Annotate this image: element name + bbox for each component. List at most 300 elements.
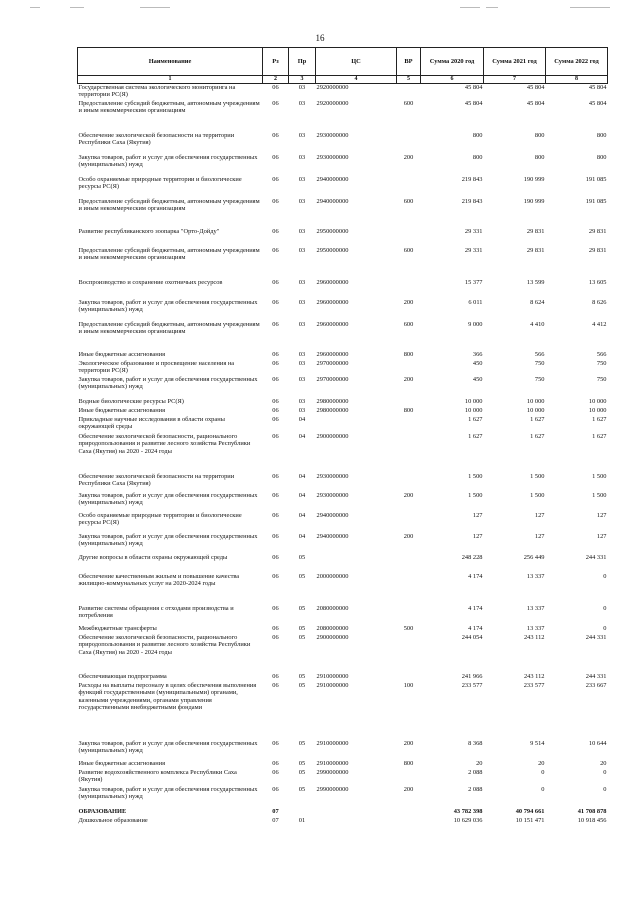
row-cs: 2990000000 [316, 786, 349, 793]
row-rz: 06 [272, 360, 279, 367]
row-sum-2020: 45 804 [464, 84, 483, 91]
row-name: Дошкольное образование [78, 817, 148, 824]
row-rz: 06 [272, 433, 279, 440]
row-cs: 2930000000 [316, 154, 349, 161]
row-sum-2022: 191 085 [585, 198, 607, 205]
row-sum-2022: 1 500 [592, 473, 607, 480]
row-sum-2021: 750 [534, 376, 545, 383]
table-row [78, 132, 608, 154]
row-cs: 2080000000 [316, 605, 349, 612]
row-sum-2022: 244 331 [585, 554, 607, 561]
row-sum-2021: 233 577 [523, 682, 545, 689]
table-row [78, 198, 608, 228]
table-row [78, 100, 608, 132]
row-pr: 03 [298, 132, 306, 139]
budget-table [77, 47, 608, 826]
row-rz: 06 [272, 512, 279, 519]
row-sum-2021: 29 831 [526, 228, 545, 235]
table-row [78, 533, 608, 554]
row-pr: 03 [298, 100, 306, 107]
row-sum-2021: 750 [534, 360, 545, 367]
row-vr [397, 433, 421, 473]
row-sum-2020: 43 782 398 [453, 808, 483, 815]
row-cs: 2930000000 [316, 473, 349, 480]
row-vr: 600 [403, 100, 414, 107]
row-sum-2020: 8 368 [468, 740, 483, 747]
row-sum-2020: 219 843 [461, 176, 483, 183]
row-cs [316, 416, 397, 433]
row-pr: 05 [298, 682, 306, 689]
row-rz: 07 [272, 817, 279, 824]
header-sum-2021: Сумма 2021 год [484, 48, 546, 76]
row-pr: 05 [298, 760, 306, 767]
row-pr: 04 [298, 473, 306, 480]
row-rz: 06 [272, 760, 279, 767]
table-row [78, 492, 608, 512]
row-vr [397, 360, 421, 376]
column-number: 4 [316, 76, 397, 84]
row-vr [397, 817, 421, 826]
row-sum-2021: 1 500 [530, 492, 545, 499]
row-cs: 2910000000 [316, 740, 349, 747]
column-number: 1 [78, 76, 263, 84]
row-rz: 06 [272, 84, 279, 91]
row-sum-2020: 10 000 [464, 398, 483, 405]
column-number: 6 [421, 76, 484, 84]
row-vr: 200 [403, 154, 414, 161]
row-sum-2021: 13 337 [526, 625, 545, 632]
row-pr: 03 [298, 321, 306, 328]
row-name: Прикладные научные исследования в области охраны окружающей среды [78, 416, 225, 431]
row-cs: 2950000000 [316, 247, 349, 254]
row-cs: 2920000000 [316, 100, 349, 107]
row-pr: 03 [298, 376, 306, 383]
row-sum-2021: 243 112 [523, 634, 545, 641]
row-rz: 06 [272, 299, 279, 306]
row-pr: 01 [298, 817, 306, 824]
header-rz: Рз [263, 48, 289, 76]
row-pr: 03 [298, 176, 306, 183]
row-sum-2020: 127 [472, 512, 483, 519]
row-vr: 200 [403, 492, 414, 499]
row-rz: 06 [272, 533, 279, 540]
row-name: Предоставление субсидий бюджетным, автономным учреждениям и иным некоммерческим организациям [78, 198, 260, 213]
table-row [78, 416, 608, 433]
row-sum-2020: 20 [476, 760, 483, 767]
row-pr: 05 [298, 605, 306, 612]
row-name: Иные бюджетные ассигнования [78, 760, 166, 767]
table-row [78, 433, 608, 473]
row-vr [397, 132, 421, 154]
row-sum-2020: 4 174 [468, 625, 483, 632]
row-sum-2021: 256 449 [523, 554, 545, 561]
row-sum-2021: 10 000 [526, 398, 545, 405]
row-sum-2021: 190 999 [523, 198, 545, 205]
row-cs: 2990000000 [316, 769, 349, 776]
table-row [78, 573, 608, 605]
row-sum-2021: 190 999 [523, 176, 545, 183]
row-rz: 06 [272, 351, 279, 358]
row-cs [316, 554, 397, 573]
row-vr: 200 [403, 740, 414, 747]
table-row [78, 351, 608, 360]
row-pr: 05 [298, 554, 306, 561]
column-number: 7 [484, 76, 546, 84]
table-row [78, 360, 608, 376]
row-cs: 2940000000 [316, 533, 349, 540]
row-name: Обеспечение экологической безопасности на территории Республики Саха (Якутия) [78, 473, 235, 488]
table-row [78, 473, 608, 492]
row-sum-2020: 2 088 [468, 769, 483, 776]
row-sum-2021: 10 151 471 [515, 817, 545, 824]
row-rz: 06 [272, 473, 279, 480]
row-sum-2022: 8 626 [592, 299, 607, 306]
row-name: Предоставление субсидий бюджетным, автономным учреждениям и иным некоммерческим организациям [78, 321, 260, 336]
row-sum-2021: 243 112 [523, 673, 545, 680]
row-cs: 2980000000 [316, 407, 349, 414]
row-sum-2022: 10 000 [588, 407, 607, 414]
row-cs: 2970000000 [316, 376, 349, 383]
row-name: Обеспечение экологической безопасности, рационального природопользования и развитие лесного хозяйства Республики Саха (Якутия) на 2020 - 2024 годы [78, 433, 251, 455]
row-pr: 04 [298, 433, 306, 440]
row-cs: 2940000000 [316, 176, 349, 183]
row-cs: 2910000000 [316, 760, 349, 767]
row-cs: 2960000000 [316, 299, 349, 306]
column-number: 5 [397, 76, 421, 84]
row-pr: 04 [298, 416, 306, 423]
row-sum-2020: 6 011 [468, 299, 483, 306]
row-cs: 2910000000 [316, 673, 349, 680]
row-sum-2022: 800 [596, 154, 607, 161]
row-sum-2022: 45 804 [588, 84, 607, 91]
row-sum-2021: 13 337 [526, 573, 545, 580]
row-vr [397, 634, 421, 673]
row-rz: 06 [272, 198, 279, 205]
row-vr [397, 228, 421, 247]
row-sum-2020: 244 054 [461, 634, 483, 641]
row-pr: 05 [298, 573, 306, 580]
table-row [78, 376, 608, 398]
table-row [78, 247, 608, 279]
header-pr: Пр [289, 48, 316, 76]
row-name: Обеспечение экологической безопасности на территории Республики Саха (Якутия) [78, 132, 235, 147]
header-cs: ЦС [316, 48, 397, 76]
row-cs: 2000000000 [316, 573, 349, 580]
column-number: 2 [263, 76, 289, 84]
column-number: 8 [546, 76, 608, 84]
row-vr: 500 [403, 625, 414, 632]
row-sum-2022: 29 831 [588, 228, 607, 235]
table-row [78, 398, 608, 407]
row-vr [397, 673, 421, 682]
row-sum-2022: 13 605 [588, 279, 607, 286]
row-sum-2022: 10 644 [588, 740, 607, 747]
row-sum-2020: 29 331 [464, 228, 483, 235]
row-rz: 06 [272, 132, 279, 139]
row-sum-2022: 10 000 [588, 398, 607, 405]
table-row [78, 760, 608, 769]
row-sum-2020: 45 804 [464, 100, 483, 107]
row-cs: 2910000000 [316, 682, 349, 689]
row-name: Обеспечение экологической безопасности, рационального природопользования и развитие лесного хозяйства Республики Саха (Якутия) на 2020 - 2024 годы [78, 634, 251, 656]
row-name: Государственная система экологического мониторинга на территории РС(Я) [78, 84, 236, 99]
row-sum-2020: 1 500 [468, 473, 483, 480]
scan-top-edge [30, 7, 610, 8]
row-sum-2022: 45 804 [588, 100, 607, 107]
row-sum-2022: 0 [603, 573, 607, 580]
row-name: Экологическое образование и просвещение населения на территории РС(Я) [78, 360, 235, 375]
row-name: Иные бюджетные ассигнования [78, 351, 166, 358]
row-vr: 600 [403, 198, 414, 205]
row-sum-2021: 20 [538, 760, 545, 767]
row-name: Особо охраняемые природные территории и биологические ресурсы РС(Я) [78, 176, 242, 191]
row-rz: 06 [272, 398, 279, 405]
row-rz: 06 [272, 573, 279, 580]
row-sum-2022: 566 [596, 351, 607, 358]
row-pr: 05 [298, 625, 306, 632]
row-cs: 2930000000 [316, 492, 349, 499]
table-row [78, 817, 608, 826]
table-row [78, 512, 608, 533]
row-sum-2021: 4 410 [530, 321, 545, 328]
row-rz: 06 [272, 407, 279, 414]
table-row [78, 625, 608, 634]
table-row [78, 769, 608, 786]
row-sum-2020: 450 [472, 360, 483, 367]
row-vr: 200 [403, 533, 414, 540]
row-sum-2022: 0 [603, 769, 607, 776]
header-name: Наименование [78, 48, 263, 76]
row-sum-2022: 1 627 [592, 416, 607, 423]
column-number-row [78, 76, 608, 84]
row-sum-2020: 366 [472, 351, 483, 358]
row-sum-2021: 800 [534, 154, 545, 161]
row-rz: 06 [272, 279, 279, 286]
row-sum-2021: 45 804 [526, 100, 545, 107]
row-name: Закупка товаров, работ и услуг для обеспечения государственных (муниципальных) нужд [78, 533, 258, 548]
row-sum-2020: 233 577 [461, 682, 483, 689]
header-sum-2022: Сумма 2022 год [546, 48, 608, 76]
row-vr [397, 473, 421, 492]
row-sum-2022: 244 331 [585, 634, 607, 641]
header-sum-2020: Сумма 2020 год [421, 48, 484, 76]
row-rz: 06 [272, 176, 279, 183]
row-name: Иные бюджетные ассигнования [78, 407, 166, 414]
row-vr: 200 [403, 299, 414, 306]
row-sum-2022: 750 [596, 360, 607, 367]
row-name: Закупка товаров, работ и услуг для обеспечения государственных (муниципальных) нужд [78, 299, 258, 314]
row-pr: 04 [298, 512, 306, 519]
row-pr: 04 [298, 533, 306, 540]
row-name: Водные биологические ресурсы РС(Я) [78, 398, 184, 405]
row-cs: 2960000000 [316, 351, 349, 358]
row-sum-2020: 15 377 [464, 279, 483, 286]
row-vr [397, 808, 421, 817]
row-name: Обеспечивающая подпрограмма [78, 673, 167, 680]
row-rz: 06 [272, 154, 279, 161]
row-vr [397, 176, 421, 198]
row-rz: 06 [272, 376, 279, 383]
row-sum-2022: 127 [596, 512, 607, 519]
table-row [78, 84, 608, 101]
row-rz: 06 [272, 634, 279, 641]
row-sum-2020: 219 843 [461, 198, 483, 205]
row-cs [316, 808, 397, 817]
table-row [78, 808, 608, 817]
row-pr: 04 [298, 492, 306, 499]
table-body [78, 84, 608, 827]
row-sum-2022: 4 412 [592, 321, 607, 328]
row-name: Расходы на выплаты персоналу в целях обеспечения выполнения функций государственными (муниципальными) органами, казенными учреждениями, органами управления государственными внебюджетными фондами [78, 682, 257, 712]
row-name: Закупка товаров, работ и услуг для обеспечения государственных (муниципальных) нужд [78, 154, 258, 169]
row-sum-2022: 1 500 [592, 492, 607, 499]
row-pr: 05 [298, 673, 306, 680]
table-row [78, 299, 608, 321]
row-sum-2022: 10 918 456 [577, 817, 607, 824]
row-sum-2021: 1 500 [530, 473, 545, 480]
row-sum-2021: 13 599 [526, 279, 545, 286]
row-rz: 06 [272, 492, 279, 499]
row-sum-2021: 0 [541, 769, 545, 776]
row-sum-2022: 750 [596, 376, 607, 383]
row-vr: 200 [403, 786, 414, 793]
row-rz: 06 [272, 786, 279, 793]
row-vr [397, 573, 421, 605]
row-sum-2022: 1 627 [592, 433, 607, 440]
row-sum-2022: 244 331 [585, 673, 607, 680]
row-cs: 2950000000 [316, 228, 349, 235]
table-row [78, 740, 608, 760]
row-sum-2021: 566 [534, 351, 545, 358]
row-vr [397, 769, 421, 786]
row-name: Закупка товаров, работ и услуг для обеспечения государственных (муниципальных) нужд [78, 740, 258, 755]
row-rz: 06 [272, 321, 279, 328]
row-sum-2020: 2 088 [468, 786, 483, 793]
row-cs: 2900000000 [316, 634, 349, 641]
row-rz: 06 [272, 228, 279, 235]
row-sum-2020: 127 [472, 533, 483, 540]
row-rz: 06 [272, 769, 279, 776]
page-number: 16 [315, 33, 325, 43]
row-vr [397, 398, 421, 407]
row-cs: 2960000000 [316, 279, 349, 286]
row-pr: 05 [298, 786, 306, 793]
row-cs: 2970000000 [316, 360, 349, 367]
row-name: Обеспечение качественным жильем и повышение качества жилищно-коммунальных услуг на 2020-2024 годы [78, 573, 240, 588]
row-pr: 05 [298, 769, 306, 776]
row-vr: 600 [403, 247, 414, 254]
row-sum-2022: 0 [603, 625, 607, 632]
row-name: Закупка товаров, работ и услуг для обеспечения государственных (муниципальных) нужд [78, 786, 258, 801]
table-row [78, 228, 608, 247]
row-name: Развитие республиканского зоопарка "Орто-Дойду" [78, 228, 220, 235]
column-number: 3 [289, 76, 316, 84]
row-rz: 06 [272, 416, 279, 423]
table-row [78, 634, 608, 673]
row-sum-2020: 241 966 [461, 673, 483, 680]
row-sum-2020: 1 627 [468, 433, 483, 440]
row-sum-2021: 40 794 661 [515, 808, 545, 815]
row-sum-2020: 450 [472, 376, 483, 383]
row-sum-2020: 1 500 [468, 492, 483, 499]
row-cs: 2980000000 [316, 398, 349, 405]
row-pr: 05 [298, 740, 306, 747]
table-row [78, 786, 608, 808]
row-pr: 03 [298, 154, 306, 161]
row-name: Особо охраняемые природные территории и биологические ресурсы РС(Я) [78, 512, 242, 527]
row-sum-2020: 9 000 [468, 321, 483, 328]
row-name: Развитие системы обращения с отходами производства и потребления [78, 605, 234, 620]
row-rz: 06 [272, 682, 279, 689]
row-name: Другие вопросы в области охраны окружающей среды [78, 554, 228, 561]
row-sum-2021: 13 337 [526, 605, 545, 612]
row-pr: 03 [298, 407, 306, 414]
row-vr [397, 512, 421, 533]
row-cs: 2920000000 [316, 84, 349, 91]
row-sum-2022: 0 [603, 786, 607, 793]
row-rz: 06 [272, 625, 279, 632]
table-row [78, 605, 608, 625]
table-row [78, 407, 608, 416]
table-row [78, 673, 608, 682]
header-vr: ВР [397, 48, 421, 76]
row-sum-2021: 1 627 [530, 433, 545, 440]
row-vr: 800 [403, 760, 414, 767]
row-rz: 06 [272, 554, 279, 561]
row-vr [397, 605, 421, 625]
row-sum-2020: 4 174 [468, 605, 483, 612]
row-vr: 800 [403, 407, 414, 414]
row-cs: 2930000000 [316, 132, 349, 139]
row-sum-2020: 4 174 [468, 573, 483, 580]
row-vr: 100 [403, 682, 414, 689]
row-sum-2022: 800 [596, 132, 607, 139]
row-sum-2021: 127 [534, 533, 545, 540]
row-rz: 07 [272, 808, 279, 815]
row-name: Развитие водохозяйственного комплекса Республики Саха (Якутия) [78, 769, 237, 784]
row-pr: 03 [298, 351, 306, 358]
row-vr: 200 [403, 376, 414, 383]
row-sum-2022: 29 831 [588, 247, 607, 254]
row-sum-2022: 127 [596, 533, 607, 540]
row-sum-2021: 45 804 [526, 84, 545, 91]
row-name: Воспроизводство и сохранение охотничьих ресурсов [78, 279, 223, 286]
row-rz: 06 [272, 247, 279, 254]
row-cs: 2940000000 [316, 198, 349, 205]
row-cs: 2960000000 [316, 321, 349, 328]
row-pr: 03 [298, 247, 306, 254]
row-sum-2021: 29 831 [526, 247, 545, 254]
row-name: ОБРАЗОВАНИЕ [78, 808, 127, 815]
row-sum-2022: 41 708 878 [577, 808, 607, 815]
row-pr [289, 808, 316, 817]
row-pr: 03 [298, 84, 306, 91]
row-cs: 2900000000 [316, 433, 349, 440]
table-row [78, 176, 608, 198]
row-sum-2020: 800 [472, 154, 483, 161]
table-header-row [78, 48, 608, 76]
table-row [78, 321, 608, 351]
row-rz: 06 [272, 740, 279, 747]
row-pr: 03 [298, 299, 306, 306]
row-sum-2021: 10 000 [526, 407, 545, 414]
row-cs: 2940000000 [316, 512, 349, 519]
row-name: Межбюджетные трансферты [78, 625, 157, 632]
row-pr: 03 [298, 360, 306, 367]
row-vr: 800 [403, 351, 414, 358]
row-pr: 03 [298, 228, 306, 235]
row-pr: 03 [298, 398, 306, 405]
